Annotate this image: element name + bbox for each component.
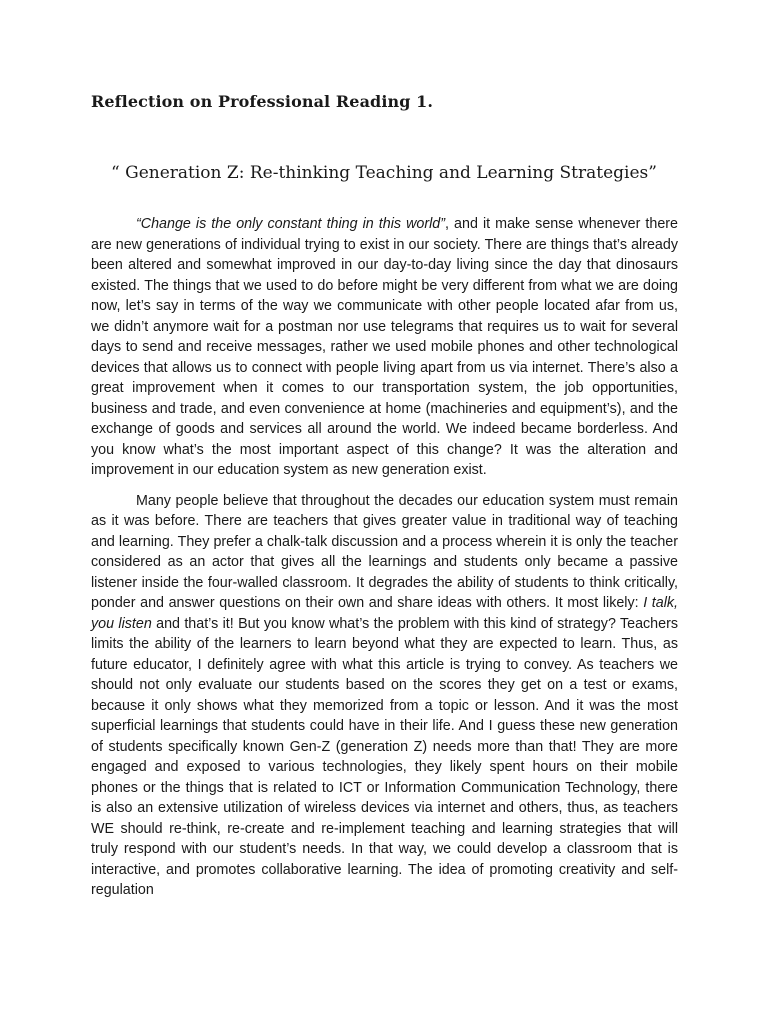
document-body — [91, 214, 678, 911]
paragraph-2-part-2: and that’s it! But you know what’s the problem with this kind of strategy? Teachers limits the ability of the learners to learn beyond what they are expected to learn. Thus, as future educator, I definitely agree with what this article is trying to convey. As teachers we should not only evaluate our students based on the scores they get on a test or exams, because it only shows what they memorized from a topic or lesson. And it was the most superficial learnings that students could have in their life. And I guess these new generation of students specifically known Gen-Z (generation Z) needs more than that! They are more engaged and exposed to various technologies, they likely spent hours on their mobile phones or the things that is related to ICT or Information Communication Technology, there is also an extensive utilization of wireless devices via internet and others, thus, as teachers WE should re-think, re-create and re-implement teaching and learning strategies that will truly respond with our student’s needs. In that way, we could develop a classroom that is interactive, and promotes collaborative learning. The idea of promoting creativity and self-regulation — [91, 615, 678, 898]
paragraph-1 — [91, 214, 678, 481]
paragraph-2 — [91, 491, 678, 901]
paragraph-1-text: , and it make sense whenever there are new generations of individual trying to exist in our society. There are things that’s already been altered and somewhat improved in our day-to-day living since the day that dinosaurs existed. The things that we used to do before might be very different from what we are doing now, let’s say in terms of the way we communicate with other people located afar from us, we didn’t anymore wait for a postman nor use telegrams that requires us to wait for several days to send and receive messages, rather we used mobile phones and other technological devices that allows us to connect with people living apart from us via internet. There’s also a great improvement when it comes to our transportation system, the job opportunities, business and trade, and even convenience at home (machineries and equipment’s), and the exchange of goods and services all around the world. We indeed became borderless. And you know what’s the most important aspect of this change? It was the alteration and improvement in our education system as new generation exist. — [91, 216, 678, 478]
article-title: “ Generation Z: Re-thinking Teaching and Learning Strategies” — [111, 163, 657, 183]
paragraph-2-italic-phrase: I talk, you listen — [91, 595, 678, 632]
opening-quote: “Change is the only constant thing in this world” — [136, 216, 446, 232]
document-heading: Reflection on Professional Reading 1. — [91, 92, 434, 111]
paragraph-2-part-1: Many people believe that throughout the decades our education system must remain as it was before. There are teachers that gives greater value in traditional way of teaching and learning. They prefer a chalk-talk discussion and a process wherein it is only the teacher considered as an actor that gives all the learnings and students only became a passive listener inside the four-walled classroom. It degrades the ability of students to think critically, ponder and answer questions on their own and share ideas with others. It most likely: — [91, 492, 678, 611]
